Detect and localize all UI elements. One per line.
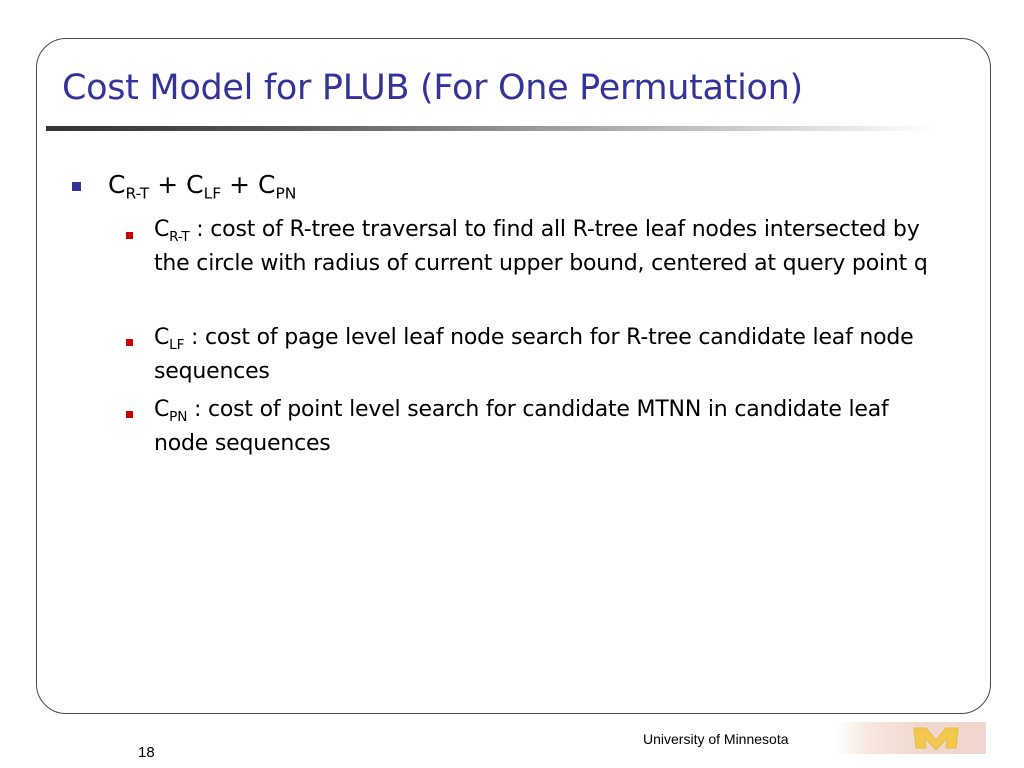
symbol-c: C [186, 170, 204, 199]
plus-sign: + [221, 170, 258, 199]
institution-name: University of Minnesota [643, 731, 789, 747]
subscript-rt: R-T [125, 184, 150, 203]
plus-sign: + [149, 170, 187, 199]
symbol-c: C [154, 325, 170, 350]
sub-bullet-text: : cost of R-tree traversal to find all R-tree leaf nodes intersected by the circle with radius of current upper bound, centered at query point q [154, 217, 928, 276]
subscript-lf: LF [169, 336, 185, 353]
university-m-logo-icon [912, 724, 960, 752]
sub-bullet-pn [154, 393, 934, 461]
sub-bullet-text: : cost of point level search for candidate MTNN in candidate leaf node sequences [154, 397, 889, 456]
symbol-c: C [257, 170, 276, 199]
subscript-rt: R-T [169, 228, 190, 245]
symbol-c: C [154, 217, 170, 242]
main-bullet [108, 170, 297, 203]
page-number: 18 [138, 744, 155, 761]
symbol-c: C [108, 170, 126, 199]
subscript-lf: LF [203, 184, 222, 203]
square-bullet-icon [126, 339, 133, 346]
sub-bullet-text: : cost of page level leaf node search for R-tree candidate leaf node sequences [154, 325, 914, 384]
title-underline [46, 126, 936, 131]
logo-banner [836, 722, 986, 754]
square-bullet-icon [126, 411, 133, 418]
symbol-c: C [154, 397, 170, 422]
subscript-pn: PN [169, 408, 188, 425]
square-bullet-icon [126, 232, 133, 239]
subscript-pn: PN [275, 184, 297, 203]
sub-bullet-lf [154, 321, 934, 389]
slide-title: Cost Model for PLUB (For One Permutation) [62, 68, 803, 108]
sub-bullet-rt [154, 213, 934, 281]
square-bullet-icon [72, 182, 81, 191]
